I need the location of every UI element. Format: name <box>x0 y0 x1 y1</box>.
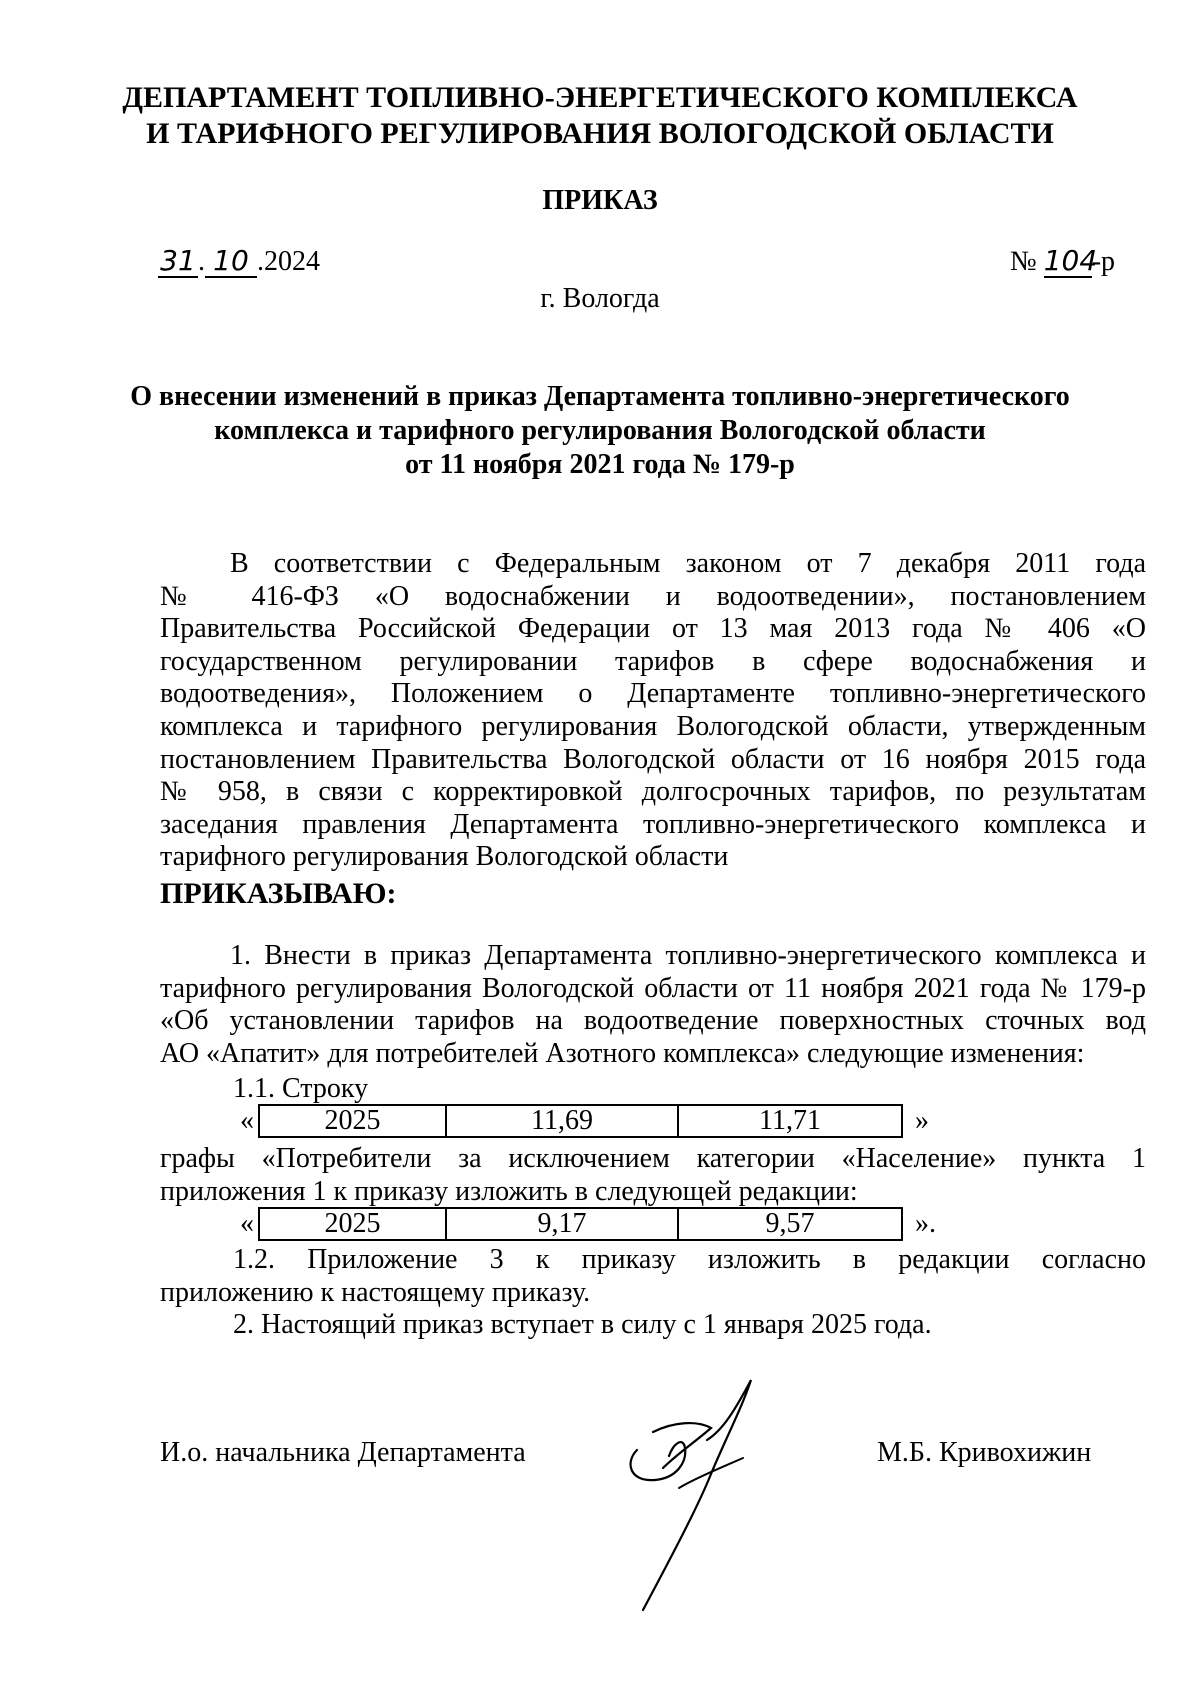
item-2: 2. Настоящий приказ вступает в силу с 1 января 2025 года. <box>233 1309 932 1340</box>
table-row <box>259 1105 902 1137</box>
preamble <box>160 548 1146 874</box>
doc-type: ПРИКАЗ <box>542 185 658 216</box>
item-1-line: АО «Апатит» для потребителей Азотного комплекса» следующие изменения: <box>160 1037 1085 1069</box>
old-row-value-1: 11,69 <box>446 1105 678 1137</box>
preamble-line: водоотведения», Положением о Департаменте топливно-энергетического <box>160 678 1146 710</box>
item-1-line: тарифного регулирования Вологодской области от 11 ноября 2021 года № 179-р <box>160 972 1146 1004</box>
old-row-close-quote: » <box>915 1105 929 1136</box>
preamble-line: комплекса и тарифного регулирования Вологодской области, утвержденным <box>160 710 1146 742</box>
item-1-line: 1. Внести в приказ Департамента топливно-энергетического комплекса и <box>230 940 1146 971</box>
title-line-2: комплекса и тарифного регулирования Вологодской области <box>214 415 986 446</box>
preamble-line: Правительства Российской Федерации от 13 мая 2013 года № 406 «О <box>160 613 1146 645</box>
old-row-year: 2025 <box>259 1105 446 1137</box>
signatory-name: М.Б. Кривохижин <box>877 1437 1092 1468</box>
old-row <box>240 1104 929 1138</box>
item-1-2 <box>160 1244 1146 1309</box>
old-row-table <box>258 1104 903 1138</box>
title-line-1: О внесении изменений в приказ Департамента топливно-энергетического <box>130 381 1070 412</box>
item-1-1-line: приложения 1 к приказу изложить в следующей редакции: <box>160 1175 858 1207</box>
order-number <box>1010 246 1115 278</box>
table-row <box>259 1208 902 1240</box>
department-header <box>120 80 1080 152</box>
number-suffix: -р <box>1091 246 1116 277</box>
number-value: 104 <box>1043 244 1098 277</box>
new-row-close-quote: ». <box>915 1208 936 1239</box>
date-dot: . <box>198 246 205 277</box>
new-row-open-quote: « <box>240 1208 254 1239</box>
item-1-1-text <box>160 1143 1146 1208</box>
item-1-1-line: графы «Потребители за исключением категории «Население» пункта 1 <box>160 1143 1146 1174</box>
header-line-2: И ТАРИФНОГО РЕГУЛИРОВАНИЯ ВОЛОГОДСКОЙ ОБЛАСТИ <box>146 117 1054 150</box>
date-day: 31 <box>158 246 198 278</box>
header-line-1: ДЕПАРТАМЕНТ ТОПЛИВНО-ЭНЕРГЕТИЧЕСКОГО КОМПЛЕКСА <box>122 81 1078 114</box>
item-1-1-label: 1.1. Строку <box>233 1073 369 1104</box>
new-row-value-1: 9,17 <box>446 1208 678 1240</box>
number-prefix: № <box>1010 246 1037 277</box>
item-1-2-line: приложению к настоящему приказу. <box>160 1276 591 1308</box>
preamble-line: государственном регулировании тарифов в сфере водоснабжения и <box>160 645 1146 677</box>
order-date <box>158 246 320 278</box>
preamble-line: тарифного регулирования Вологодской области <box>160 841 729 873</box>
date-year: .2024 <box>257 246 320 277</box>
title-line-3: от 11 ноября 2021 года № 179-р <box>405 449 795 480</box>
handwritten-signature <box>615 1370 795 1620</box>
preamble-line: В соответствии с Федеральным законом от 7 декабря 2011 года <box>230 548 1146 579</box>
item-1-line: «Об установлении тарифов на водоотведение поверхностных сточных вод <box>160 1005 1146 1037</box>
new-row-value-2: 9,57 <box>678 1208 902 1240</box>
new-row <box>240 1207 936 1241</box>
item-1-2-line: 1.2. Приложение 3 к приказу изложить в редакции согласно <box>233 1244 1146 1275</box>
old-row-value-2: 11,71 <box>678 1105 902 1137</box>
preamble-line: постановлением Правительства Вологодской области от 16 ноября 2015 года <box>160 743 1146 775</box>
preamble-line: заседания правления Департамента топливно-энергетического комплекса и <box>160 808 1146 840</box>
item-1 <box>160 940 1146 1070</box>
signatory-position: И.о. начальника Департамента <box>160 1437 526 1468</box>
order-title <box>120 380 1080 482</box>
new-row-year: 2025 <box>259 1208 446 1240</box>
order-word: ПРИКАЗЫВАЮ: <box>160 877 397 910</box>
old-row-open-quote: « <box>240 1105 254 1136</box>
new-row-table <box>258 1207 903 1241</box>
date-month: 10 <box>205 246 257 278</box>
preamble-line: № 416-ФЗ «О водоснабжении и водоотведении», постановлением <box>160 580 1146 612</box>
city: г. Вологда <box>540 283 660 314</box>
preamble-line: № 958, в связи с корректировкой долгосрочных тарифов, по результатам <box>160 776 1146 808</box>
